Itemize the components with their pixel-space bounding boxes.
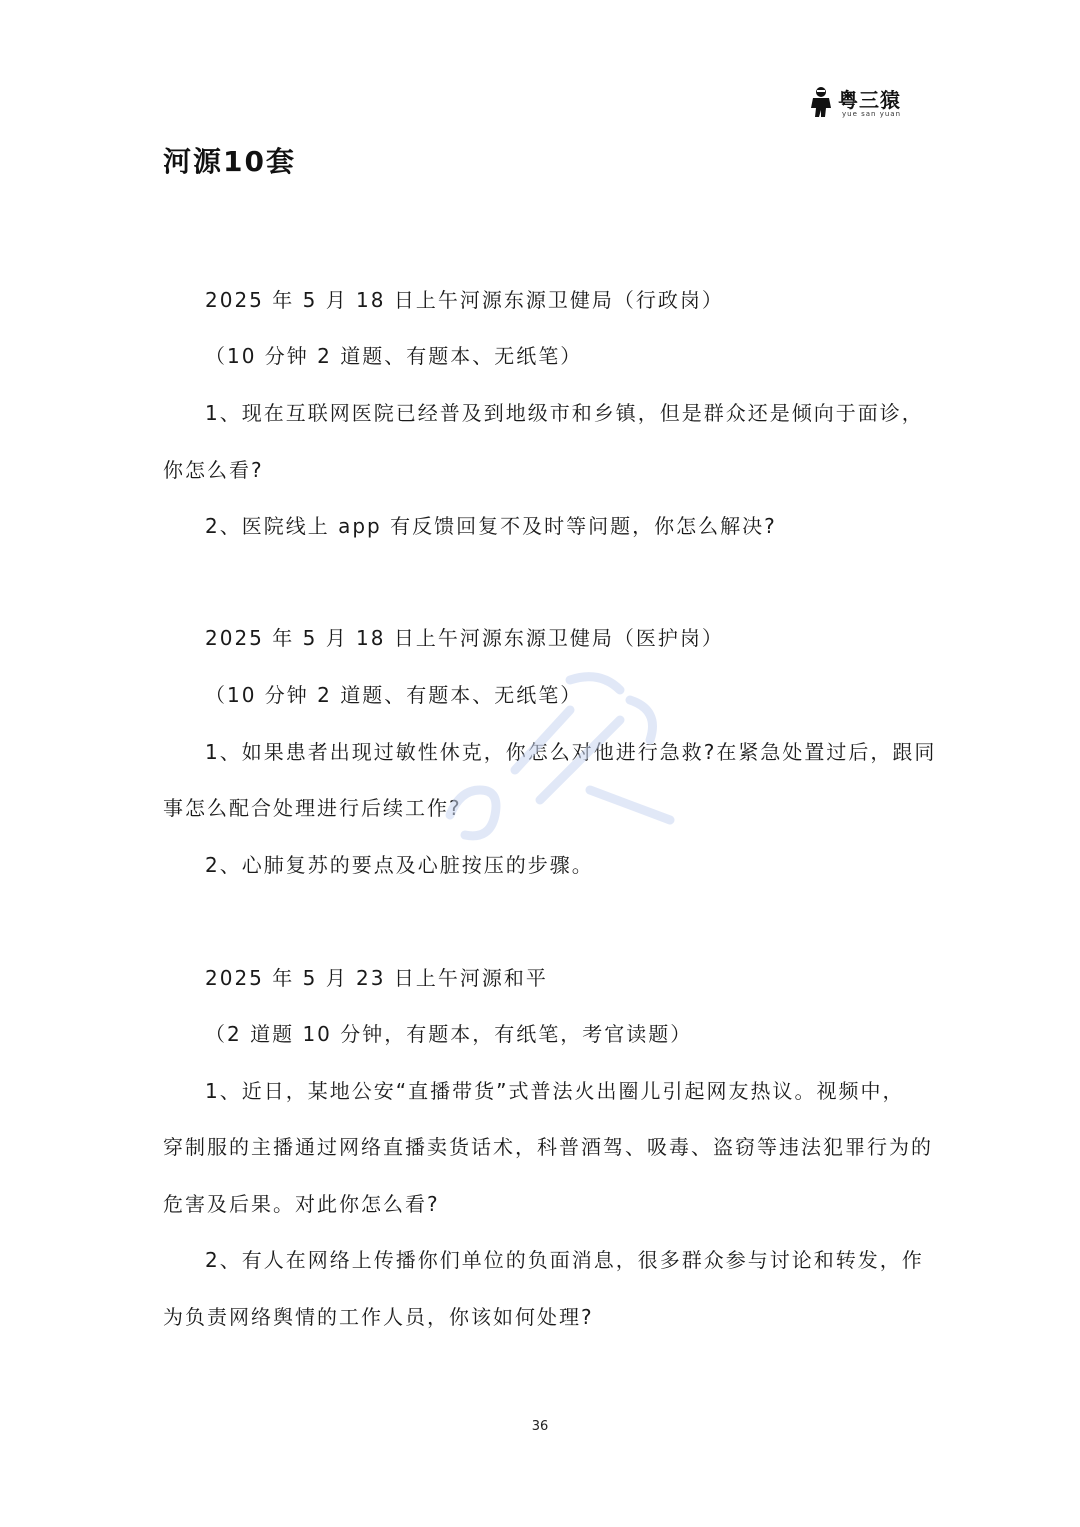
question-text: 1、现在互联网医院已经普及到地级市和乡镇，但是群众还是倾向于面诊， bbox=[205, 401, 924, 425]
question-text: 为负责网络舆情的工作人员，你该如何处理? bbox=[163, 1305, 594, 1329]
question-text: 你怎么看? bbox=[163, 458, 264, 482]
question-text: 事怎么配合处理进行后续工作? bbox=[163, 796, 462, 820]
page-title: 河源10套 bbox=[163, 145, 296, 178]
brand-logo bbox=[808, 84, 908, 122]
section-heading: 2025 年 5 月 18 日上午河源东源卫健局（医护岗） bbox=[205, 626, 724, 650]
question-text: 穿制服的主播通过网络直播卖货话术，科普酒驾、吸毒、盗窃等违法犯罪行为的 bbox=[163, 1135, 933, 1159]
monkey-logo-icon bbox=[808, 86, 834, 118]
watermark-graphic bbox=[420, 640, 700, 860]
section-heading: 2025 年 5 月 23 日上午河源和平 bbox=[205, 966, 548, 990]
question-text: 危害及后果。对此你怎么看? bbox=[163, 1192, 440, 1216]
question-text: 2、有人在网络上传播你们单位的负面消息，很多群众参与讨论和转发，作 bbox=[205, 1248, 924, 1272]
logo-name: 粤三猿 bbox=[838, 88, 901, 112]
logo-subtitle: yue san yuan bbox=[842, 110, 902, 118]
page-number: 36 bbox=[531, 1419, 549, 1434]
section-note: （10 分钟 2 道题、有题本、无纸笔） bbox=[205, 683, 583, 707]
question-text: 1、近日，某地公安“直播带货”式普法火出圈儿引起网友热议。视频中， bbox=[205, 1079, 905, 1103]
section-note: （2 道题 10 分钟，有题本，有纸笔，考官读题） bbox=[205, 1022, 693, 1046]
question-text: 1、如果患者出现过敏性休克，你怎么对他进行急救?在紧急处置过后，跟同 bbox=[205, 740, 937, 764]
section-note: （10 分钟 2 道题、有题本、无纸笔） bbox=[205, 344, 583, 368]
question-text: 2、心肺复苏的要点及心脏按压的步骤。 bbox=[205, 853, 594, 877]
question-text: 2、医院线上 app 有反馈回复不及时等问题，你怎么解决? bbox=[205, 514, 777, 538]
section-heading: 2025 年 5 月 18 日上午河源东源卫健局（行政岗） bbox=[205, 288, 724, 312]
